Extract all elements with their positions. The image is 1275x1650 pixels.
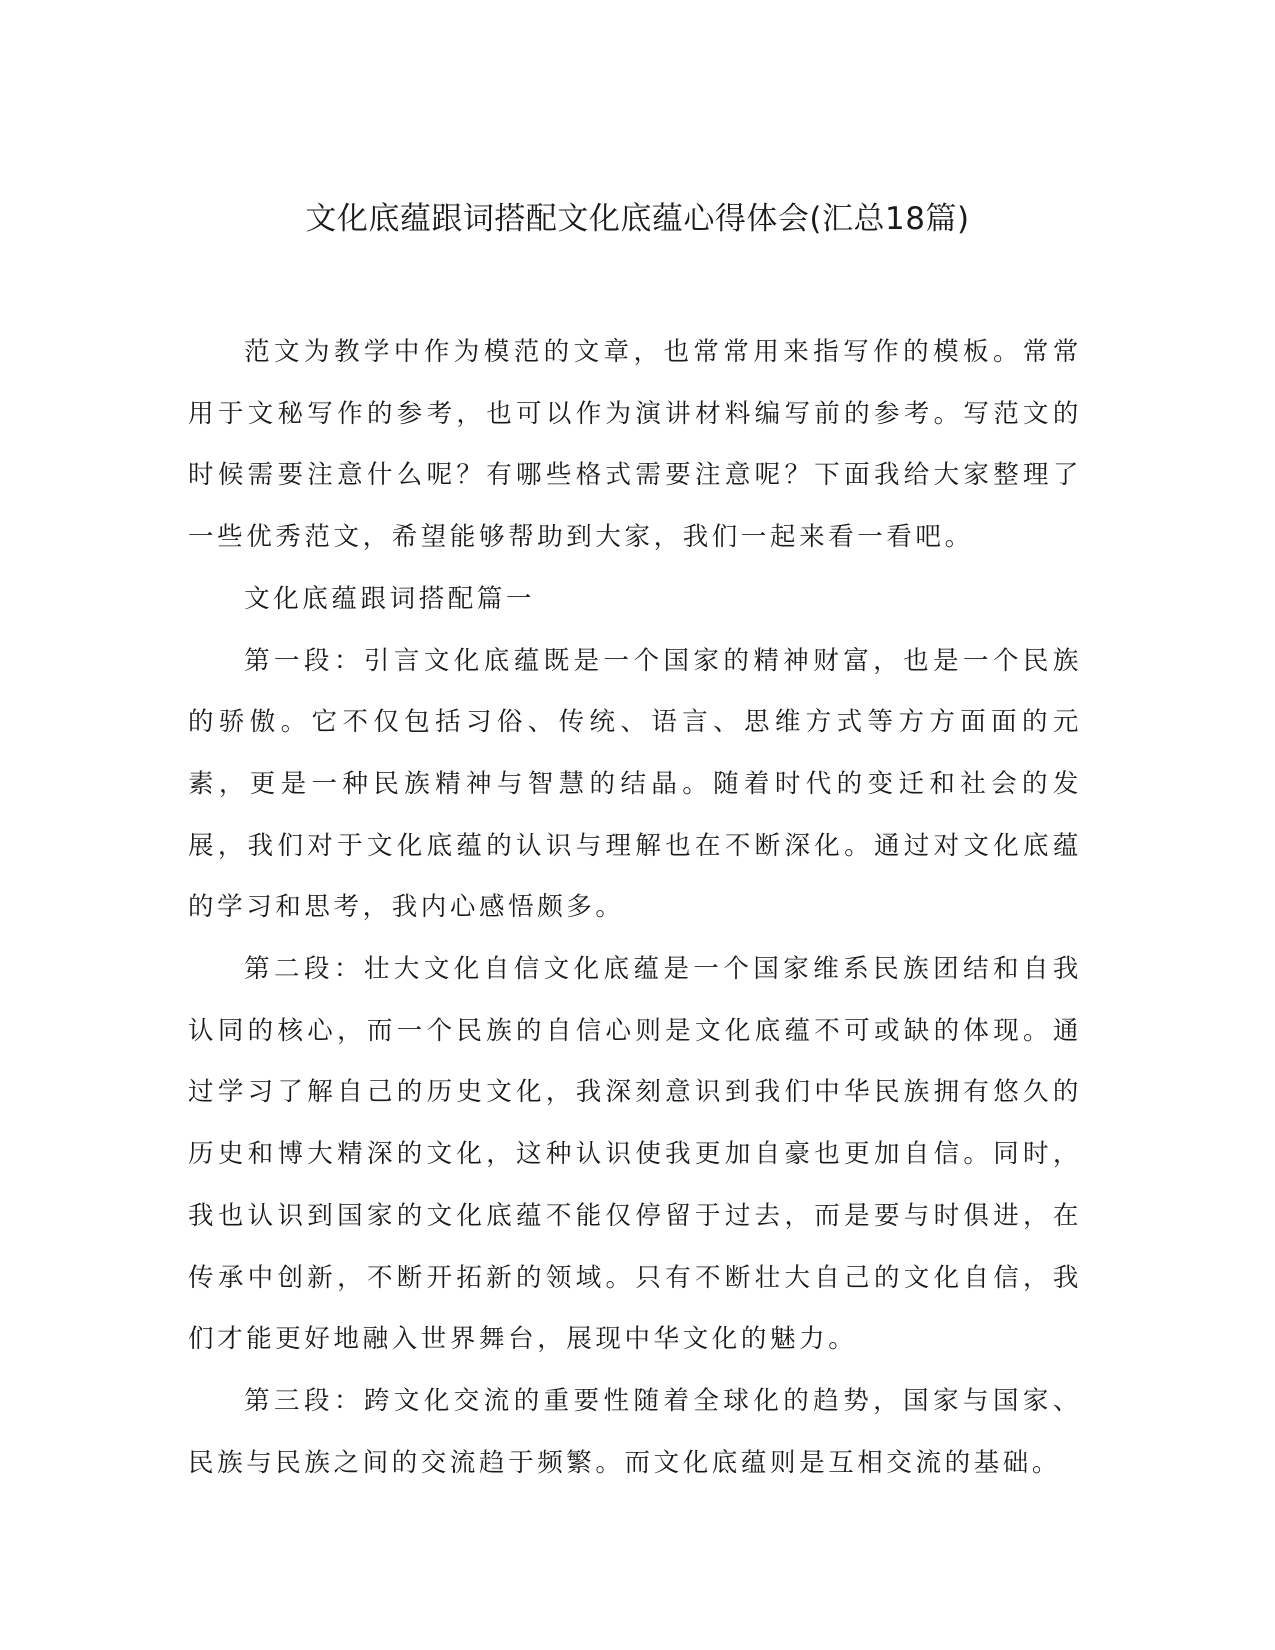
intro-paragraph: 范文为教学中作为模范的文章，也常常用来指写作的模板。常常用于文秘写作的参考，也可以作为演讲材料编写前的参考。写范文的时候需要注意什么呢？有哪些格式需要注意呢？下面我给大家整理了一些优秀范文，希望能够帮助到大家，我们一起来看一看吧。 bbox=[188, 337, 1082, 553]
paragraph-section-2: 第二段：壮大文化自信文化底蕴是一个国家维系民族团结和自我认同的核心，而一个民族的自信心则是文化底蕴不可或缺的体现。通过学习了解自己的历史文化，我深刻意识到我们中华民族拥有悠久的历史和博大精深的文化，这种认识使我更加自豪也更加自信。同时，我也认识到国家的文化底蕴不能仅停留于过去，而是要与时俱进，在传承中创新，不断开拓新的领域。只有不断壮大自己的文化自信，我们才能更好地融入世界舞台，展现中华文化的魅力。 bbox=[188, 954, 1082, 1355]
section-heading: 文化底蕴跟词搭配篇一 bbox=[244, 583, 536, 614]
paragraph-section-1: 第一段：引言文化底蕴既是一个国家的精神财富，也是一个民族的骄傲。它不仅包括习俗、传统、语言、思维方式等方方面面的元素，更是一种民族精神与智慧的结晶。随着时代的变迁和社会的发展，我们对于文化底蕴的认识与理解也在不断深化。通过对文化底蕴的学习和思考，我内心感悟颇多。 bbox=[188, 645, 1082, 923]
document-body bbox=[188, 322, 1082, 1494]
document-title: 文化底蕴跟词搭配文化底蕴心得体会(汇总18篇) bbox=[305, 200, 970, 237]
paragraph-section-3: 第三段：跨文化交流的重要性随着全球化的趋势，国家与国家、民族与民族之间的交流趋于频繁。而文化底蕴则是互相交流的基础。 bbox=[188, 1385, 1082, 1478]
